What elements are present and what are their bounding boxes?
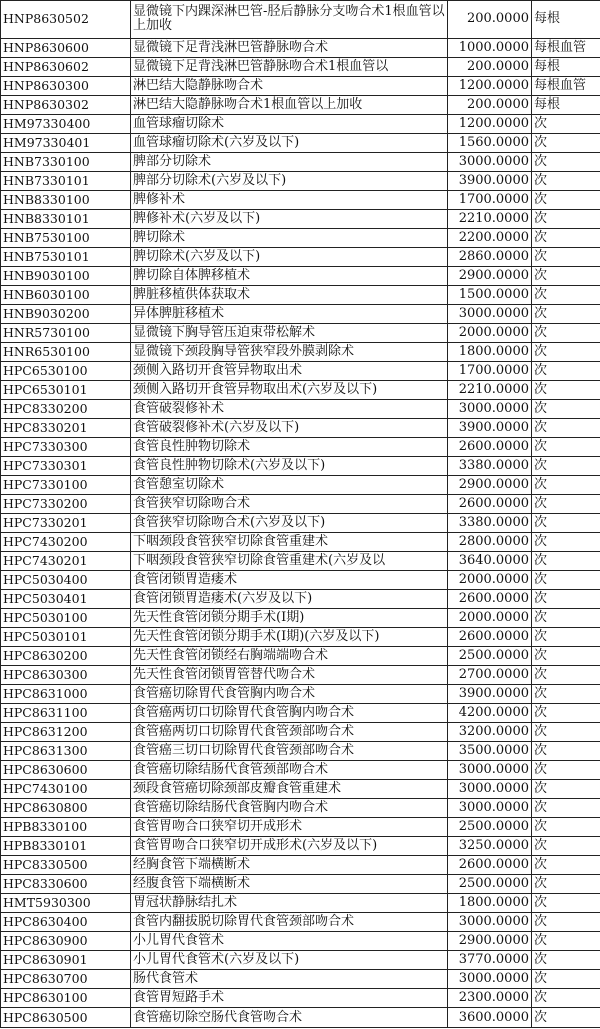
- item-code-cell: HPB8330100: [1, 818, 131, 837]
- table-row: [1, 989, 600, 1008]
- item-unit-cell: 次: [532, 723, 600, 742]
- item-unit-cell: 次: [532, 818, 600, 837]
- item-price-cell: 200.0000: [448, 95, 532, 114]
- item-unit-cell: 次: [532, 932, 600, 951]
- item-code-cell: HPC5030100: [1, 609, 131, 628]
- item-name-cell: 食管癌切除结肠代食管颈部吻合术: [131, 761, 448, 780]
- table-row: [1, 514, 600, 533]
- item-code-cell: HNP8630302: [1, 95, 131, 114]
- item-price-cell: 4200.0000: [448, 704, 532, 723]
- item-price-cell: 2600.0000: [448, 856, 532, 875]
- table-row: [1, 228, 600, 247]
- item-unit-cell: 次: [532, 323, 600, 342]
- table-row: [1, 685, 600, 704]
- item-unit-cell: 每根: [532, 1, 600, 39]
- item-code-cell: HPC8330500: [1, 856, 131, 875]
- table-row: [1, 476, 600, 495]
- item-name-cell: 显微镜下胸导管压迫束带松解术: [131, 323, 448, 342]
- item-name-cell: 淋巴结大隐静脉吻合术: [131, 76, 448, 95]
- item-code-cell: HMT5930300: [1, 894, 131, 913]
- item-unit-cell: 次: [532, 209, 600, 228]
- table-row: [1, 609, 600, 628]
- item-code-cell: HPC8630400: [1, 913, 131, 932]
- item-unit-cell: 次: [532, 133, 600, 152]
- table-row: [1, 1, 600, 39]
- item-code-cell: HPC7430200: [1, 533, 131, 552]
- item-code-cell: HPC8630900: [1, 932, 131, 951]
- item-unit-cell: 次: [532, 780, 600, 799]
- item-price-cell: 3000.0000: [448, 399, 532, 418]
- item-name-cell: 脾切除术(六岁及以下): [131, 247, 448, 266]
- item-name-cell: 颈侧入路切开食管异物取出术: [131, 361, 448, 380]
- item-code-cell: HNB7530100: [1, 228, 131, 247]
- table-row: [1, 76, 600, 95]
- item-name-cell: 经胸食管下端横断术: [131, 856, 448, 875]
- item-name-cell: 食管狭窄切除吻合术: [131, 495, 448, 514]
- item-code-cell: HM97330401: [1, 133, 131, 152]
- item-unit-cell: 次: [532, 704, 600, 723]
- item-name-cell: 食管胃吻合口狭窄切开成形术(六岁及以下): [131, 837, 448, 856]
- item-code-cell: HPC8630600: [1, 761, 131, 780]
- item-name-cell: 颈段食管癌切除颈部皮瓣食管重建术: [131, 780, 448, 799]
- item-price-cell: 2000.0000: [448, 571, 532, 590]
- item-price-cell: 3000.0000: [448, 761, 532, 780]
- item-unit-cell: 次: [532, 228, 600, 247]
- item-name-cell: 食管狭窄切除吻合术(六岁及以下): [131, 514, 448, 533]
- item-price-cell: 2500.0000: [448, 818, 532, 837]
- item-name-cell: 食管癌两切口切除胃代食管颈部吻合术: [131, 723, 448, 742]
- item-unit-cell: 次: [532, 609, 600, 628]
- item-price-cell: 2000.0000: [448, 609, 532, 628]
- item-price-cell: 3900.0000: [448, 171, 532, 190]
- item-code-cell: HNP8630602: [1, 57, 131, 76]
- table-row: [1, 114, 600, 133]
- item-name-cell: 食管癌切除胃代食管胸内吻合术: [131, 685, 448, 704]
- item-price-cell: 2900.0000: [448, 932, 532, 951]
- item-code-cell: HPC8630200: [1, 647, 131, 666]
- item-code-cell: HPC7430100: [1, 780, 131, 799]
- item-code-cell: HPC5030101: [1, 628, 131, 647]
- item-name-cell: 小儿胃代食管术: [131, 932, 448, 951]
- item-code-cell: HPC6530100: [1, 361, 131, 380]
- table-row: [1, 856, 600, 875]
- item-price-cell: 3000.0000: [448, 970, 532, 989]
- item-name-cell: 脾修补术: [131, 190, 448, 209]
- item-price-cell: 3000.0000: [448, 913, 532, 932]
- item-name-cell: 食管癌切除结肠代食管胸内吻合术: [131, 799, 448, 818]
- item-name-cell: 食管闭锁胃造瘘术(六岁及以下): [131, 590, 448, 609]
- table-row: [1, 247, 600, 266]
- item-name-cell: 显微镜下颈段胸导管狭窄段外膜剥除术: [131, 342, 448, 361]
- item-name-cell: 先天性食管闭锁分期手术(I期): [131, 609, 448, 628]
- item-code-cell: HPB8330101: [1, 837, 131, 856]
- item-price-cell: 200.0000: [448, 57, 532, 76]
- item-name-cell: 食管良性肿物切除术(六岁及以下): [131, 457, 448, 476]
- item-price-cell: 2210.0000: [448, 380, 532, 399]
- table-row: [1, 799, 600, 818]
- table-row: [1, 894, 600, 913]
- item-price-cell: 3380.0000: [448, 457, 532, 476]
- item-code-cell: HNB6030100: [1, 285, 131, 304]
- item-code-cell: HPC8630700: [1, 970, 131, 989]
- item-price-cell: 2600.0000: [448, 628, 532, 647]
- item-code-cell: HPC8330600: [1, 875, 131, 894]
- table-row: [1, 1008, 600, 1028]
- item-name-cell: 食管憩室切除术: [131, 476, 448, 495]
- table-row: [1, 533, 600, 552]
- item-unit-cell: 每根: [532, 95, 600, 114]
- item-name-cell: 脾部分切除术: [131, 152, 448, 171]
- item-name-cell: 血管球瘤切除术: [131, 114, 448, 133]
- table-row: [1, 38, 600, 57]
- item-code-cell: HNB7330101: [1, 171, 131, 190]
- item-name-cell: 脾切除术: [131, 228, 448, 247]
- table-row: [1, 780, 600, 799]
- item-name-cell: 肠代食管术: [131, 970, 448, 989]
- item-unit-cell: 次: [532, 437, 600, 456]
- table-row: [1, 437, 600, 456]
- table-row: [1, 837, 600, 856]
- item-unit-cell: 次: [532, 913, 600, 932]
- item-price-cell: 3000.0000: [448, 152, 532, 171]
- table-row: [1, 742, 600, 761]
- item-code-cell: HPC6530101: [1, 380, 131, 399]
- item-code-cell: HPC8631000: [1, 685, 131, 704]
- item-price-cell: 3200.0000: [448, 723, 532, 742]
- item-code-cell: HNB8330101: [1, 209, 131, 228]
- item-price-cell: 2300.0000: [448, 989, 532, 1008]
- item-name-cell: 食管癌两切口切除胃代食管胸内吻合术: [131, 704, 448, 723]
- item-code-cell: HPC7330300: [1, 437, 131, 456]
- table-row: [1, 457, 600, 476]
- item-code-cell: HPC8330200: [1, 399, 131, 418]
- item-name-cell: 食管内翻拔脱切除胃代食管颈部吻合术: [131, 913, 448, 932]
- table-row: [1, 571, 600, 590]
- table-row: [1, 304, 600, 323]
- item-price-cell: 2200.0000: [448, 228, 532, 247]
- item-code-cell: HNP8630502: [1, 1, 131, 39]
- table-row: [1, 266, 600, 285]
- item-unit-cell: 次: [532, 856, 600, 875]
- item-name-cell: 脾修补术(六岁及以下): [131, 209, 448, 228]
- item-name-cell: 显微镜下足背浅淋巴管静脉吻合术1根血管以: [131, 57, 448, 76]
- item-unit-cell: 次: [532, 628, 600, 647]
- item-price-cell: 2900.0000: [448, 476, 532, 495]
- table-row: [1, 399, 600, 418]
- item-name-cell: 淋巴结大隐静脉吻合术1根血管以上加收: [131, 95, 448, 114]
- item-unit-cell: 次: [532, 266, 600, 285]
- item-code-cell: HPC8630901: [1, 951, 131, 970]
- table-row: [1, 209, 600, 228]
- item-code-cell: HPC7330200: [1, 495, 131, 514]
- item-unit-cell: 次: [532, 399, 600, 418]
- item-unit-cell: 次: [532, 647, 600, 666]
- item-code-cell: HPC8630300: [1, 666, 131, 685]
- item-unit-cell: 次: [532, 152, 600, 171]
- item-price-cell: 3500.0000: [448, 742, 532, 761]
- item-price-cell: 2700.0000: [448, 666, 532, 685]
- item-name-cell: 血管球瘤切除术(六岁及以下): [131, 133, 448, 152]
- item-name-cell: 食管破裂修补术(六岁及以下): [131, 418, 448, 437]
- item-name-cell: 食管胃短路手术: [131, 989, 448, 1008]
- item-unit-cell: 次: [532, 552, 600, 571]
- item-name-cell: 先天性食管闭锁胃管替代吻合术: [131, 666, 448, 685]
- item-name-cell: 经腹食管下端横断术: [131, 875, 448, 894]
- item-name-cell: 先天性食管闭锁经右胸端端吻合术: [131, 647, 448, 666]
- item-price-cell: 3250.0000: [448, 837, 532, 856]
- table-row: [1, 495, 600, 514]
- item-unit-cell: 次: [532, 742, 600, 761]
- item-name-cell: 脾部分切除术(六岁及以下): [131, 171, 448, 190]
- item-price-cell: 1200.0000: [448, 114, 532, 133]
- item-unit-cell: 次: [532, 171, 600, 190]
- item-price-cell: 3770.0000: [448, 951, 532, 970]
- item-price-cell: 3000.0000: [448, 780, 532, 799]
- item-name-cell: 脾脏移植供体获取术: [131, 285, 448, 304]
- table-row: [1, 970, 600, 989]
- table-row: [1, 285, 600, 304]
- item-unit-cell: 次: [532, 380, 600, 399]
- item-price-cell: 3380.0000: [448, 514, 532, 533]
- item-price-cell: 2500.0000: [448, 647, 532, 666]
- item-price-cell: 2860.0000: [448, 247, 532, 266]
- item-price-cell: 2800.0000: [448, 533, 532, 552]
- item-unit-cell: 次: [532, 476, 600, 495]
- item-code-cell: HM97330400: [1, 114, 131, 133]
- item-code-cell: HPC7330301: [1, 457, 131, 476]
- table-row: [1, 647, 600, 666]
- table-row: [1, 932, 600, 951]
- item-unit-cell: 次: [532, 457, 600, 476]
- item-unit-cell: 次: [532, 190, 600, 209]
- table-row: [1, 171, 600, 190]
- item-unit-cell: 次: [532, 837, 600, 856]
- item-code-cell: HPC8631200: [1, 723, 131, 742]
- table-row: [1, 190, 600, 209]
- item-price-cell: 3000.0000: [448, 799, 532, 818]
- item-unit-cell: 次: [532, 970, 600, 989]
- item-unit-cell: 次: [532, 342, 600, 361]
- item-name-cell: 食管胃吻合口狭窄切开成形术: [131, 818, 448, 837]
- table-row: [1, 57, 600, 76]
- item-name-cell: 下咽颈段食管狭窄切除食管重建术(六岁及以: [131, 552, 448, 571]
- item-name-cell: 脾切除自体脾移植术: [131, 266, 448, 285]
- item-code-cell: HPC5030401: [1, 590, 131, 609]
- item-unit-cell: 每根血管: [532, 38, 600, 57]
- item-code-cell: HNR5730100: [1, 323, 131, 342]
- item-code-cell: HPC5030400: [1, 571, 131, 590]
- item-name-cell: 异体脾脏移植术: [131, 304, 448, 323]
- table-row: [1, 95, 600, 114]
- item-code-cell: HPC8630800: [1, 799, 131, 818]
- item-name-cell: 食管破裂修补术: [131, 399, 448, 418]
- item-unit-cell: 次: [532, 418, 600, 437]
- item-code-cell: HNB9030200: [1, 304, 131, 323]
- item-unit-cell: 次: [532, 875, 600, 894]
- item-price-cell: 1560.0000: [448, 133, 532, 152]
- item-unit-cell: 每根血管: [532, 76, 600, 95]
- table-row: [1, 152, 600, 171]
- item-price-cell: 1800.0000: [448, 894, 532, 913]
- item-price-cell: 1200.0000: [448, 76, 532, 95]
- item-unit-cell: 次: [532, 533, 600, 552]
- item-code-cell: HNP8630600: [1, 38, 131, 57]
- item-code-cell: HNR6530100: [1, 342, 131, 361]
- item-unit-cell: 次: [532, 666, 600, 685]
- item-unit-cell: 次: [532, 304, 600, 323]
- item-code-cell: HNB7530101: [1, 247, 131, 266]
- item-unit-cell: 次: [532, 285, 600, 304]
- item-code-cell: HNP8630300: [1, 76, 131, 95]
- item-code-cell: HNB8330100: [1, 190, 131, 209]
- item-code-cell: HPC8330201: [1, 418, 131, 437]
- item-code-cell: HPC8630500: [1, 1008, 131, 1028]
- item-name-cell: 小儿胃代食管术(六岁及以下): [131, 951, 448, 970]
- table-row: [1, 875, 600, 894]
- item-price-cell: 1700.0000: [448, 361, 532, 380]
- table-row: [1, 704, 600, 723]
- item-unit-cell: 次: [532, 114, 600, 133]
- item-code-cell: HPC7330100: [1, 476, 131, 495]
- table-row: [1, 380, 600, 399]
- table-row: [1, 133, 600, 152]
- item-name-cell: 胃冠状静脉结扎术: [131, 894, 448, 913]
- item-name-cell: 食管癌三切口切除胃代食管颈部吻合术: [131, 742, 448, 761]
- table-row: [1, 628, 600, 647]
- item-unit-cell: 次: [532, 685, 600, 704]
- item-price-cell: 1800.0000: [448, 342, 532, 361]
- table-row: [1, 913, 600, 932]
- item-price-cell: 2500.0000: [448, 875, 532, 894]
- item-price-cell: 3600.0000: [448, 1008, 532, 1028]
- item-unit-cell: 次: [532, 514, 600, 533]
- item-name-cell: 食管良性肿物切除术: [131, 437, 448, 456]
- item-unit-cell: 次: [532, 495, 600, 514]
- item-unit-cell: 次: [532, 590, 600, 609]
- item-unit-cell: 次: [532, 894, 600, 913]
- item-price-cell: 2600.0000: [448, 495, 532, 514]
- table-row: [1, 590, 600, 609]
- item-name-cell: 颈侧入路切开食管异物取出术(六岁及以下): [131, 380, 448, 399]
- item-unit-cell: 次: [532, 1008, 600, 1028]
- item-unit-cell: 次: [532, 951, 600, 970]
- item-price-cell: 1700.0000: [448, 190, 532, 209]
- table-row: [1, 342, 600, 361]
- table-row: [1, 723, 600, 742]
- item-name-cell: 显微镜下内踝深淋巴管-胫后静脉分支吻合术1根血管以上加收: [131, 1, 448, 39]
- fee-table-body: [1, 1, 600, 1028]
- item-unit-cell: 次: [532, 247, 600, 266]
- item-price-cell: 3640.0000: [448, 552, 532, 571]
- item-name-cell: 先天性食管闭锁分期手术(I期)(六岁及以下): [131, 628, 448, 647]
- item-price-cell: 200.0000: [448, 1, 532, 39]
- item-price-cell: 3900.0000: [448, 418, 532, 437]
- table-row: [1, 418, 600, 437]
- item-code-cell: HPC8631100: [1, 704, 131, 723]
- item-code-cell: HPC7330201: [1, 514, 131, 533]
- table-row: [1, 951, 600, 970]
- table-row: [1, 552, 600, 571]
- item-price-cell: 2900.0000: [448, 266, 532, 285]
- item-price-cell: 3900.0000: [448, 685, 532, 704]
- item-name-cell: 食管癌切除空肠代食管吻合术: [131, 1008, 448, 1028]
- item-code-cell: HNB7330100: [1, 152, 131, 171]
- item-price-cell: 2000.0000: [448, 323, 532, 342]
- item-code-cell: HPC8630100: [1, 989, 131, 1008]
- item-code-cell: HPC8631300: [1, 742, 131, 761]
- item-unit-cell: 次: [532, 571, 600, 590]
- item-unit-cell: 次: [532, 761, 600, 780]
- item-price-cell: 1500.0000: [448, 285, 532, 304]
- table-row: [1, 761, 600, 780]
- table-row: [1, 323, 600, 342]
- table-row: [1, 361, 600, 380]
- table-row: [1, 666, 600, 685]
- item-unit-cell: 次: [532, 361, 600, 380]
- item-code-cell: HPC7430201: [1, 552, 131, 571]
- item-name-cell: 食管闭锁胃造瘘术: [131, 571, 448, 590]
- item-price-cell: 2210.0000: [448, 209, 532, 228]
- item-name-cell: 下咽颈段食管狭窄切除食管重建术: [131, 533, 448, 552]
- item-unit-cell: 次: [532, 799, 600, 818]
- item-code-cell: HNB9030100: [1, 266, 131, 285]
- table-row: [1, 818, 600, 837]
- item-price-cell: 2600.0000: [448, 437, 532, 456]
- item-price-cell: 3000.0000: [448, 304, 532, 323]
- item-price-cell: 2600.0000: [448, 590, 532, 609]
- item-unit-cell: 次: [532, 989, 600, 1008]
- item-unit-cell: 每根: [532, 57, 600, 76]
- item-price-cell: 1000.0000: [448, 38, 532, 57]
- item-name-cell: 显微镜下足背浅淋巴管静脉吻合术: [131, 38, 448, 57]
